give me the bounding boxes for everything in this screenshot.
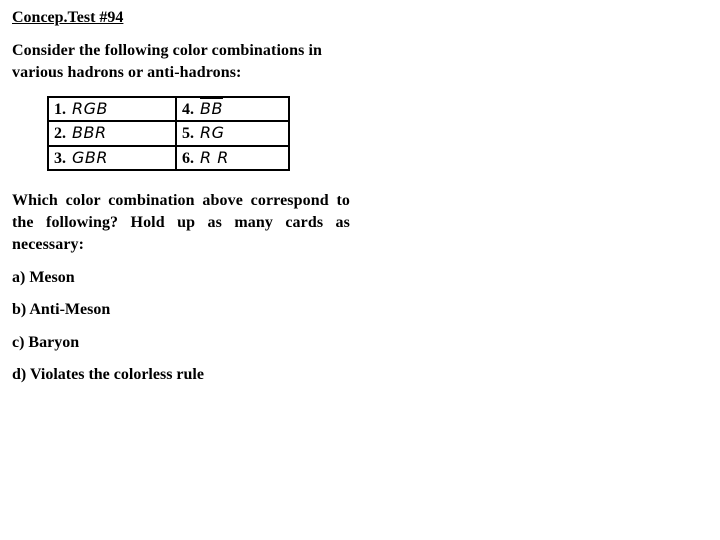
cell-number: 5. — [182, 125, 194, 143]
option-anti-meson: b) Anti-Meson — [12, 301, 111, 318]
cell-number: 2. — [54, 125, 66, 143]
table-row — [48, 97, 289, 121]
table-row — [48, 146, 289, 170]
question-text: Which color combination above correspond to the following? Hold up as many cards as necessary: — [12, 192, 350, 253]
color-combination-table — [47, 96, 290, 171]
color-combination — [72, 123, 107, 142]
combo-part-antiblue: $\overline{B}$ — [211, 99, 223, 119]
color-combination — [200, 148, 229, 167]
intro-text: Consider the following color combinations in various hadrons or anti-hadrons: — [12, 42, 323, 81]
table-row — [48, 121, 289, 145]
combo-part-antiblue: $\overline{B}$ — [200, 99, 212, 119]
slide-title: Concep.Test #94 — [12, 9, 124, 26]
option-baryon: c) Baryon — [12, 334, 80, 351]
table-cell — [48, 121, 176, 145]
color-combination — [200, 99, 223, 118]
color-combination — [72, 148, 108, 167]
combo-part: R R — [200, 147, 229, 167]
table-cell — [176, 146, 289, 170]
option-meson: a) Meson — [12, 269, 75, 286]
cell-number: 3. — [54, 149, 66, 167]
combo-part: GBR — [72, 147, 108, 167]
cell-number: 6. — [182, 149, 194, 167]
table-cell — [176, 121, 289, 145]
table-cell — [48, 146, 176, 170]
cell-number: 4. — [182, 101, 194, 119]
color-combination — [200, 123, 225, 142]
cell-number: 1. — [54, 101, 66, 119]
table-cell — [48, 97, 176, 121]
combo-part: RG — [200, 123, 225, 143]
combo-part: RGB — [72, 99, 108, 119]
table-cell — [176, 97, 289, 121]
color-combination — [72, 99, 108, 118]
combo-part: BBR — [72, 123, 107, 143]
option-violates-colorless-rule: d) Violates the colorless rule — [12, 366, 204, 383]
